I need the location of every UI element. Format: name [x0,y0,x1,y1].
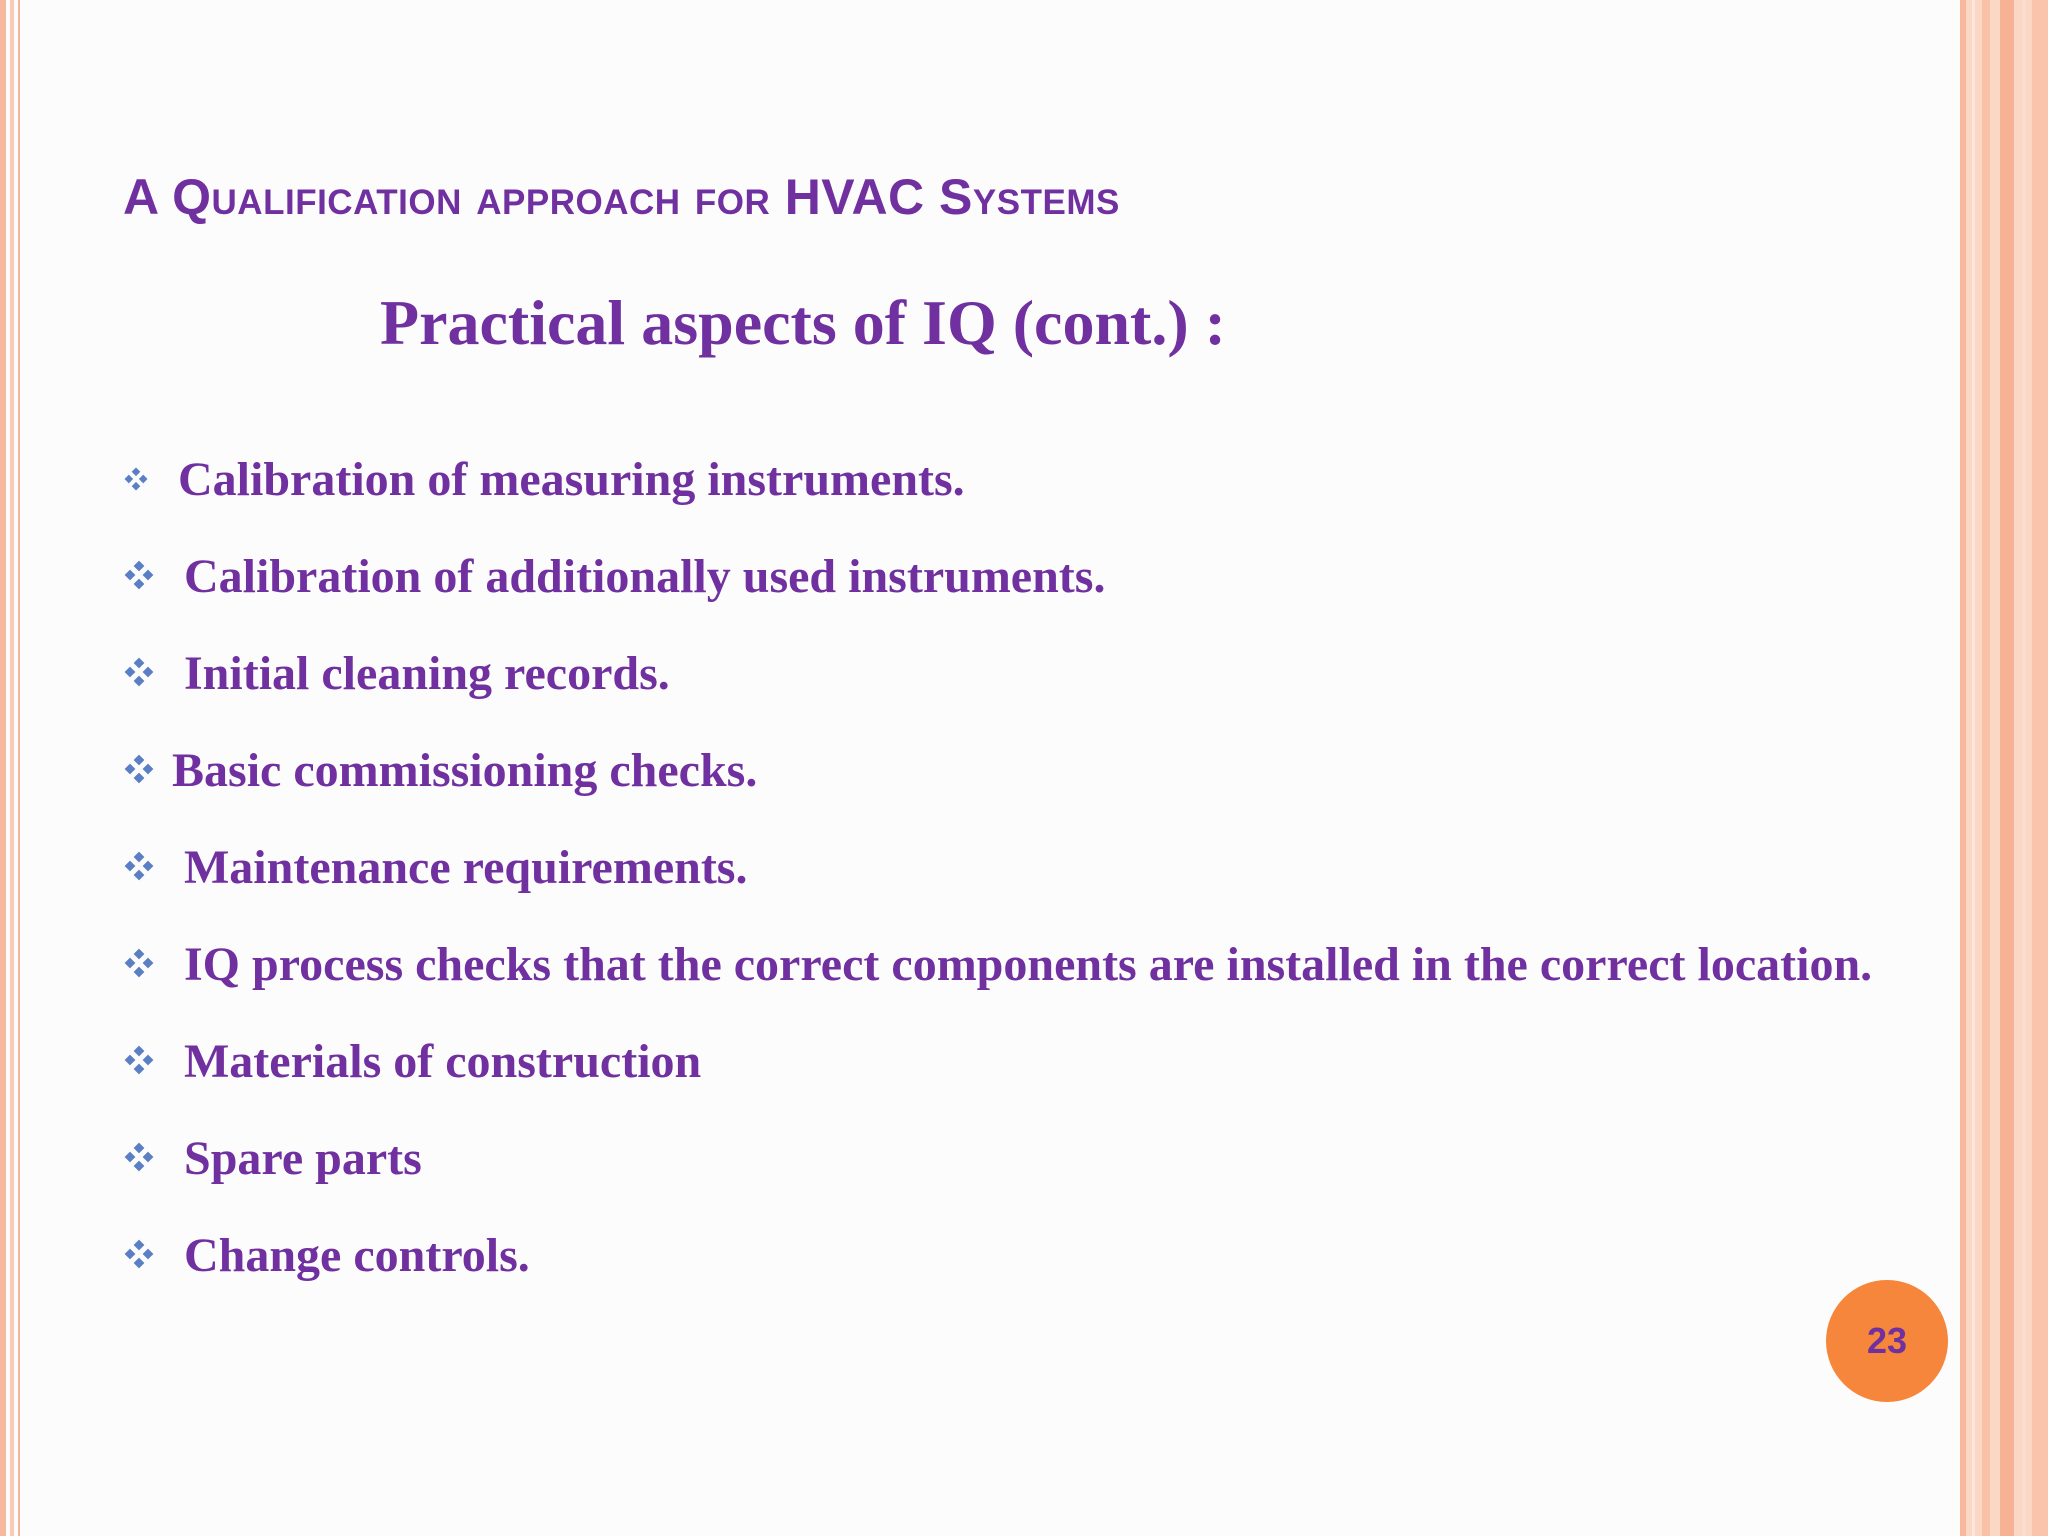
bullet-text: Change controls. [184,1229,530,1282]
bullet-item [124,642,1904,706]
bullet-text: Spare parts [184,1132,422,1185]
four-diamond-icon [124,1142,154,1172]
four-diamond-icon [124,1045,154,1075]
bullet-text: Materials of construction [184,1035,702,1088]
bullet-text: Calibration of measuring instruments. [178,453,965,506]
bullet-text: Basic commissioning checks. [172,744,758,797]
right-border-stripe [2032,0,2048,1536]
bullet-text: Initial cleaning records. [184,647,670,700]
bullet-item [124,545,1904,609]
right-border-stripe [2022,0,2026,1536]
right-border-stripe [1960,0,1966,1536]
four-diamond-icon [124,560,154,590]
bullet-item [124,836,1904,900]
slide-subtitle: Practical aspects of IQ (cont.) : [380,287,1226,358]
bullet-item [124,739,1904,803]
right-border-stripe [1982,0,1990,1536]
bullet-item [124,1127,1904,1191]
four-diamond-icon [124,754,154,784]
bullet-item [124,1224,1904,1288]
left-border-stripe [18,0,20,1536]
four-diamond-icon [124,467,148,491]
page-number-badge [1826,1280,1948,1402]
bullet-item [124,933,1904,997]
slide-title: A Qualification approach for HVAC Systems [123,169,1120,225]
bullet-item [124,448,1904,512]
four-diamond-icon [124,1239,154,1269]
page-number: 23 [1866,1320,1908,1361]
four-diamond-icon [124,948,154,978]
bullet-item [124,1030,1904,1094]
bullet-text: IQ process checks that the correct components are installed in the correct location. [184,938,1873,991]
bullet-list [124,448,1904,1321]
right-border-stripe [1972,0,1975,1536]
left-border-stripe [10,0,14,1536]
bullet-text: Calibration of additionally used instruments. [184,550,1106,603]
four-diamond-icon [124,657,154,687]
four-diamond-icon [124,851,154,881]
right-border-stripe [2000,0,2014,1536]
bullet-text: Maintenance requirements. [184,841,748,894]
left-border-stripe [0,0,6,1536]
